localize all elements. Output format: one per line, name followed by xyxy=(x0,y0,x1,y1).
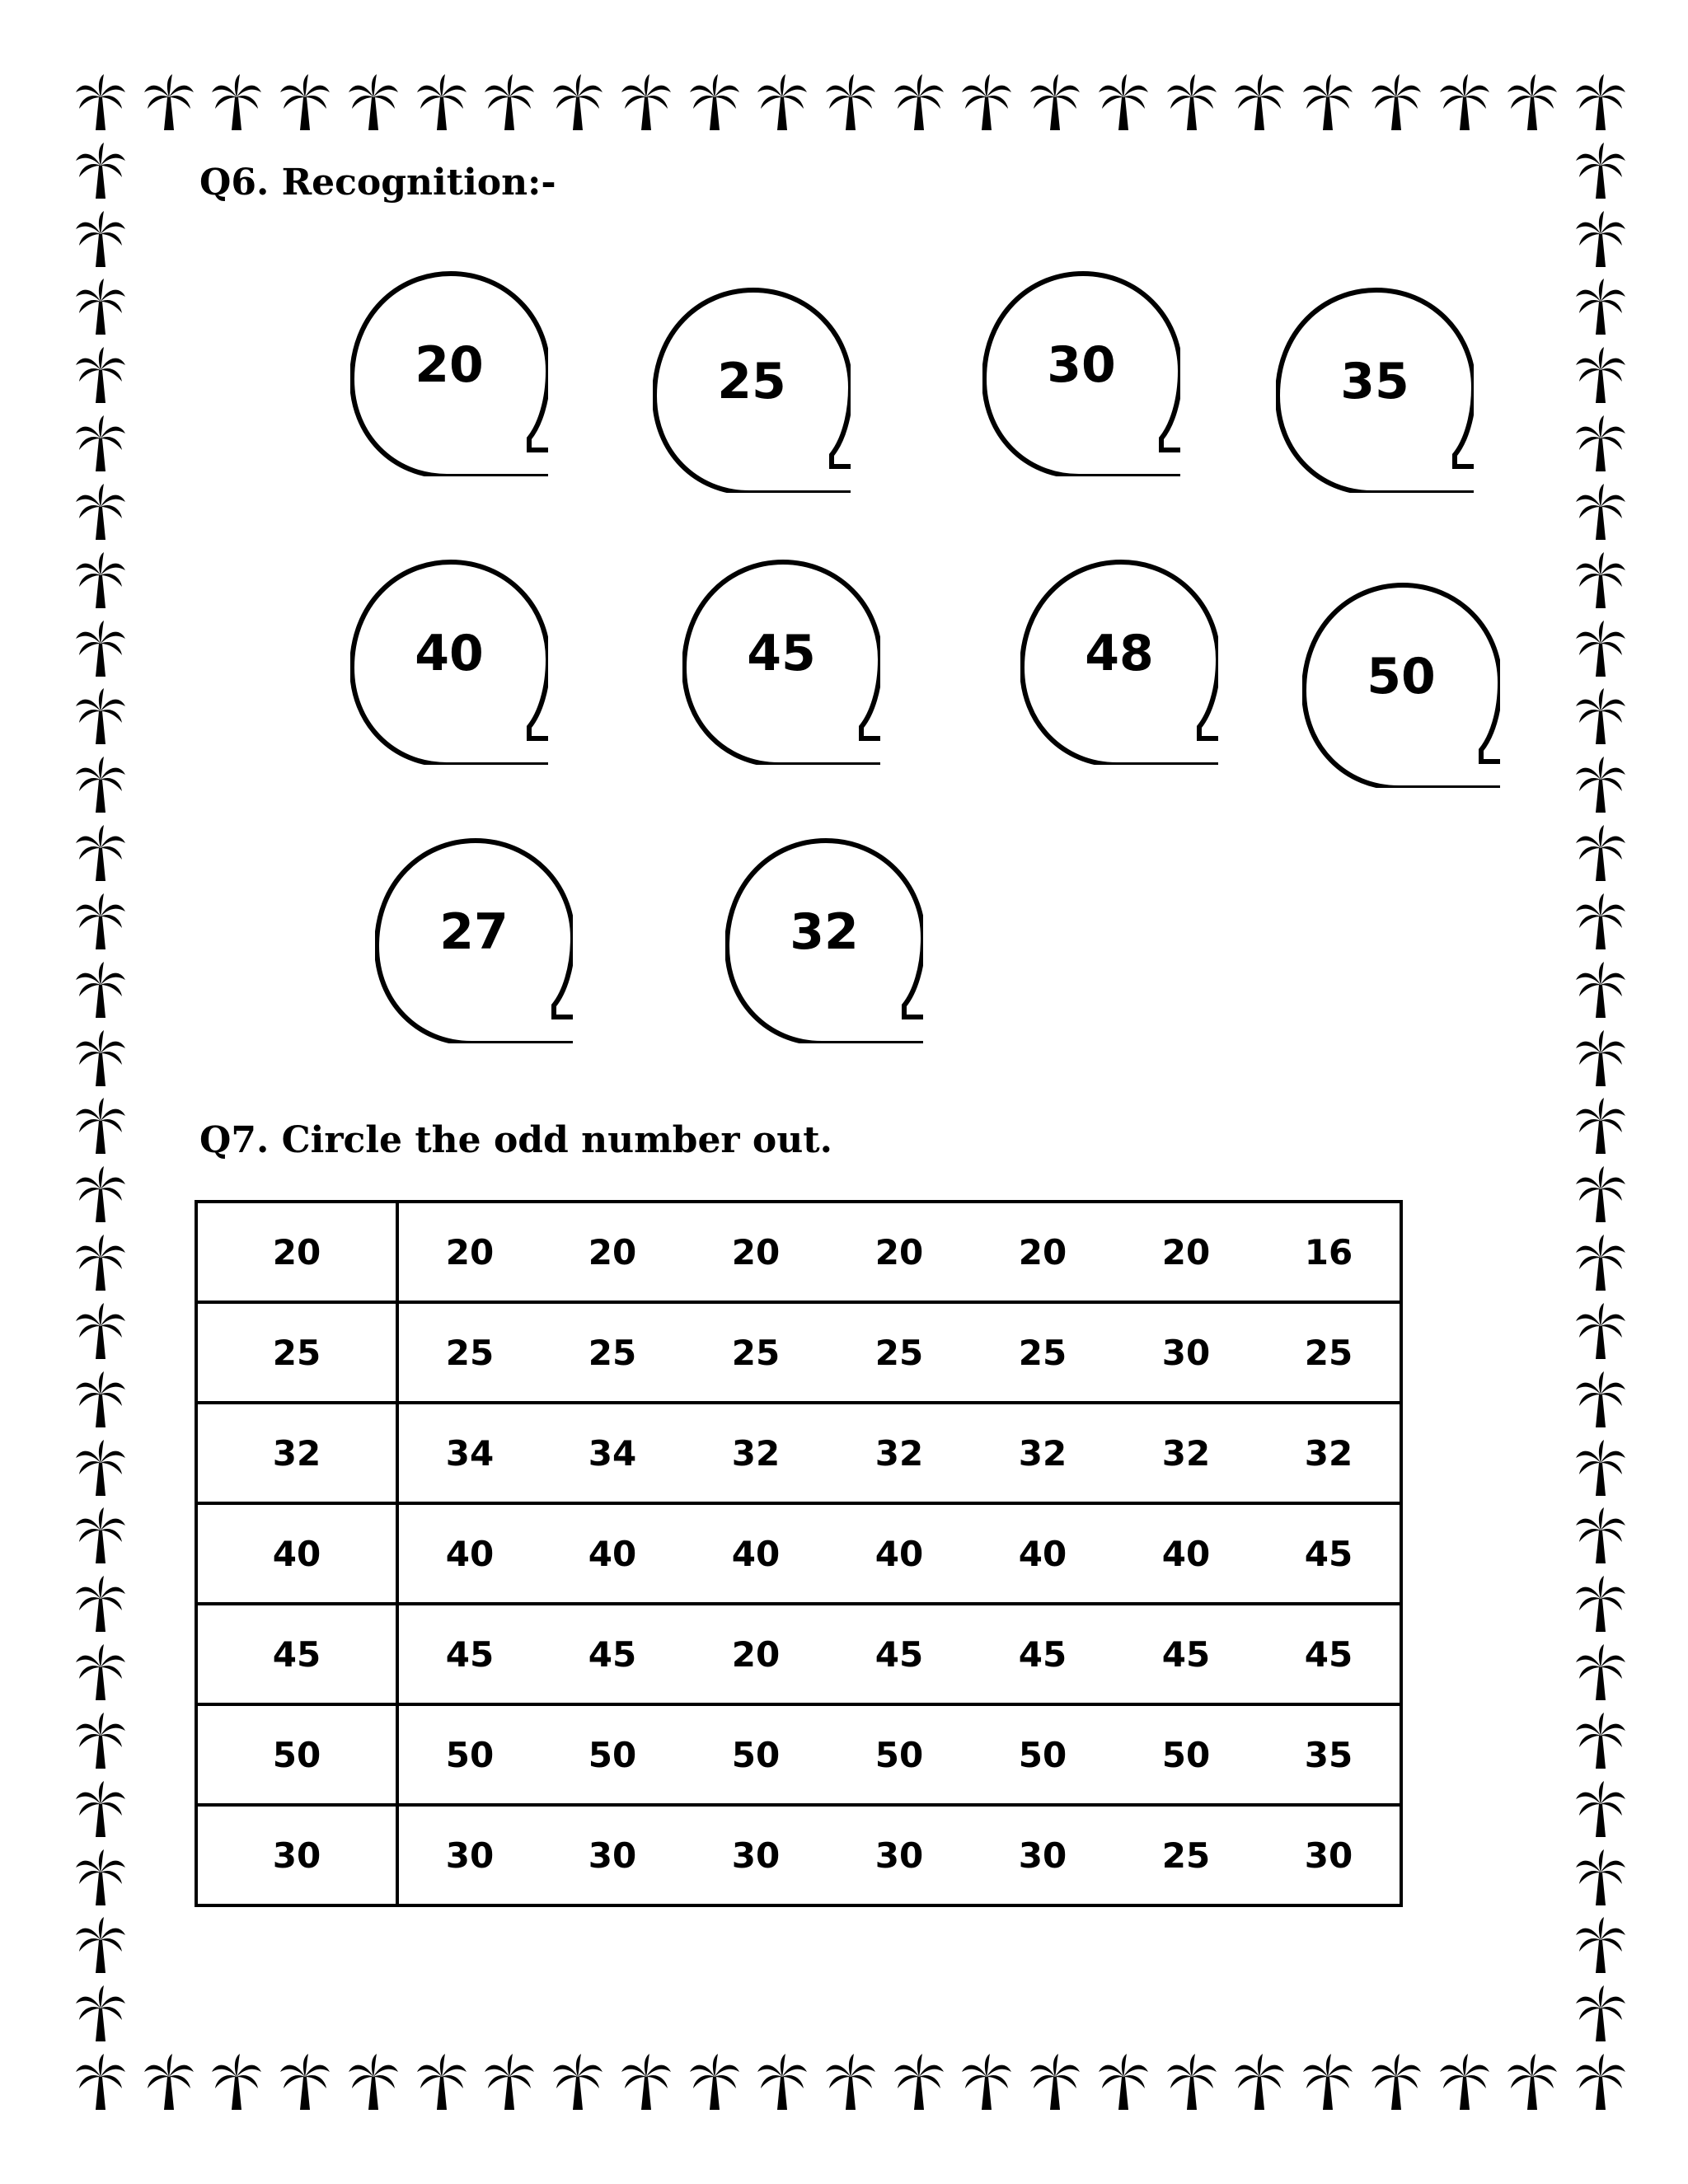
palm-tree-icon xyxy=(210,73,263,132)
palm-tree-icon xyxy=(551,73,604,132)
table-cell[interactable]: 40 xyxy=(1114,1503,1258,1604)
palm-tree-icon xyxy=(1097,2052,1150,2111)
palm-tree-icon xyxy=(1574,345,1627,405)
table-cell[interactable]: 40 xyxy=(684,1503,828,1604)
palm-tree-icon xyxy=(893,2052,945,2111)
palm-tree-icon xyxy=(1574,1506,1627,1565)
palm-tree-icon xyxy=(1574,1643,1627,1702)
table-cell[interactable]: 30 xyxy=(1018,1835,1067,1876)
table-cell[interactable]: 50 xyxy=(541,1704,684,1805)
palm-tree-icon xyxy=(1574,687,1627,746)
palm-tree-icon xyxy=(1233,2052,1286,2111)
palm-tree-icon xyxy=(1574,277,1627,336)
table-cell[interactable]: 32 xyxy=(828,1403,971,1503)
palm-tree-icon xyxy=(74,755,127,814)
number-bubble xyxy=(682,559,880,765)
table-cell[interactable]: 45 xyxy=(1114,1604,1258,1704)
bubble-number: 48 xyxy=(1085,625,1154,682)
table-cell[interactable]: 20 xyxy=(684,1604,828,1704)
palm-tree-icon xyxy=(347,2052,400,2111)
table-cell[interactable]: 20 xyxy=(397,1202,541,1302)
question-6-title: Q6. Recognition:- xyxy=(199,162,556,204)
palm-tree-icon xyxy=(1574,1779,1627,1839)
table-cell[interactable]: 34 xyxy=(397,1403,541,1503)
palm-tree-icon xyxy=(347,73,400,132)
bubble-number: 40 xyxy=(415,625,484,682)
bubble-number: 50 xyxy=(1367,648,1436,705)
palm-tree-icon xyxy=(74,141,127,200)
palm-tree-icon xyxy=(74,345,127,405)
palm-tree-icon xyxy=(1370,73,1423,132)
table-cell[interactable]: 32 xyxy=(1258,1403,1401,1503)
table-cell[interactable]: 20 xyxy=(1114,1202,1258,1302)
number-bubble xyxy=(1020,559,1218,765)
palm-tree-icon xyxy=(1506,2052,1559,2111)
table-cell[interactable]: 25 xyxy=(1161,1835,1211,1876)
bubble-number: 27 xyxy=(439,903,509,961)
palm-tree-icon xyxy=(74,1711,127,1770)
bubble-number: 45 xyxy=(747,625,816,682)
palm-tree-icon xyxy=(1574,73,1627,132)
palm-tree-icon xyxy=(688,73,741,132)
palm-tree-icon xyxy=(1574,1233,1627,1292)
palm-tree-icon xyxy=(1574,1165,1627,1224)
table-cell[interactable]: 30 xyxy=(874,1835,924,1876)
palm-tree-icon xyxy=(1233,73,1286,132)
question-7-title: Q7. Circle the odd number out. xyxy=(199,1119,832,1161)
palm-tree-icon xyxy=(1574,1029,1627,1088)
table-cell[interactable]: 32 xyxy=(971,1403,1114,1503)
table-cell[interactable]: 50 xyxy=(1114,1704,1258,1805)
palm-tree-icon xyxy=(1301,2052,1354,2111)
table-cell[interactable]: 30 xyxy=(1304,1835,1353,1876)
palm-tree-icon xyxy=(1574,141,1627,200)
table-cell[interactable]: 45 xyxy=(1258,1503,1401,1604)
palm-tree-icon xyxy=(1574,551,1627,610)
number-bubble xyxy=(725,837,923,1043)
palm-tree-icon xyxy=(1574,960,1627,1019)
table-cell[interactable]: 45 xyxy=(541,1604,684,1704)
palm-tree-icon xyxy=(74,619,127,678)
table-cell[interactable]: 30 xyxy=(445,1835,495,1876)
table-cell[interactable]: 45 xyxy=(971,1604,1114,1704)
palm-tree-icon xyxy=(74,1438,127,1497)
palm-tree-icon xyxy=(1301,73,1354,132)
table-row xyxy=(196,1202,1401,1302)
table-cell[interactable]: 25 xyxy=(1258,1302,1401,1403)
bubble-number: 20 xyxy=(415,336,484,394)
number-bubble xyxy=(982,270,1180,476)
odd-number-table xyxy=(195,1200,1403,1907)
palm-tree-icon xyxy=(74,1848,127,1907)
palm-tree-icon xyxy=(1029,2052,1081,2111)
palm-tree-icon xyxy=(960,73,1013,132)
palm-tree-icon xyxy=(74,1574,127,1633)
palm-tree-icon xyxy=(1574,2052,1627,2111)
table-cell[interactable]: 30 xyxy=(1114,1302,1258,1403)
number-bubble xyxy=(350,270,548,476)
table-cell[interactable]: 25 xyxy=(971,1302,1114,1403)
table-cell[interactable]: 20 xyxy=(684,1202,828,1302)
number-bubble xyxy=(350,559,548,765)
palm-tree-icon xyxy=(1574,1915,1627,1975)
table-row xyxy=(196,1503,1401,1604)
table-cell[interactable]: 45 xyxy=(828,1604,971,1704)
table-cell[interactable]: 20 xyxy=(196,1202,397,1302)
table-cell[interactable]: 30 xyxy=(588,1835,637,1876)
palm-tree-icon xyxy=(1574,619,1627,678)
palm-tree-icon xyxy=(74,551,127,610)
palm-tree-icon xyxy=(74,482,127,541)
table-cell[interactable]: 35 xyxy=(1258,1704,1401,1805)
table-cell[interactable]: 25 xyxy=(397,1302,541,1403)
palm-tree-icon xyxy=(1574,823,1627,883)
table-cell[interactable]: 25 xyxy=(541,1302,684,1403)
table-cell[interactable]: 20 xyxy=(828,1202,971,1302)
palm-tree-icon xyxy=(74,1915,127,1975)
palm-tree-icon xyxy=(1574,1370,1627,1429)
palm-tree-icon xyxy=(74,1301,127,1361)
palm-tree-icon xyxy=(415,2052,468,2111)
palm-tree-icon xyxy=(483,2052,536,2111)
palm-tree-icon xyxy=(1574,1301,1627,1361)
palm-tree-icon xyxy=(1574,1711,1627,1770)
table-cell[interactable]: 40 xyxy=(397,1503,541,1604)
table-cell[interactable]: 30 xyxy=(196,1805,397,1905)
number-bubble xyxy=(375,837,573,1043)
table-cell[interactable]: 45 xyxy=(196,1604,397,1704)
palm-tree-icon xyxy=(1097,73,1150,132)
table-cell[interactable]: 40 xyxy=(828,1503,971,1604)
bubble-number: 25 xyxy=(717,353,786,410)
palm-tree-icon xyxy=(1574,414,1627,473)
palm-tree-icon xyxy=(1574,1984,1627,2043)
table-cell[interactable]: 50 xyxy=(196,1704,397,1805)
palm-tree-icon xyxy=(143,73,195,132)
palm-tree-icon xyxy=(74,414,127,473)
palm-tree-icon xyxy=(74,1096,127,1155)
bubble-number: 32 xyxy=(790,903,859,961)
table-cell[interactable]: 50 xyxy=(397,1704,541,1805)
palm-tree-icon xyxy=(893,73,945,132)
palm-tree-icon xyxy=(74,960,127,1019)
palm-tree-icon xyxy=(74,277,127,336)
palm-tree-icon xyxy=(688,2052,741,2111)
number-bubble xyxy=(1302,582,1500,788)
table-cell[interactable]: 32 xyxy=(1114,1403,1258,1503)
number-bubble xyxy=(1276,287,1474,493)
table-cell[interactable]: 25 xyxy=(828,1302,971,1403)
table-row xyxy=(196,1704,1401,1805)
table-cell[interactable]: 20 xyxy=(971,1202,1114,1302)
palm-tree-icon xyxy=(74,1370,127,1429)
palm-tree-icon xyxy=(620,73,673,132)
palm-tree-icon xyxy=(1574,1096,1627,1155)
palm-tree-icon xyxy=(1574,1574,1627,1633)
table-cell[interactable]: 34 xyxy=(541,1403,684,1503)
table-cell[interactable]: 32 xyxy=(684,1403,828,1503)
palm-tree-icon xyxy=(1438,73,1491,132)
table-cell[interactable]: 25 xyxy=(684,1302,828,1403)
palm-tree-icon xyxy=(74,1643,127,1702)
palm-tree-icon xyxy=(74,1165,127,1224)
table-row xyxy=(196,1805,1401,1905)
palm-tree-icon xyxy=(824,73,877,132)
palm-tree-icon xyxy=(74,892,127,951)
palm-tree-icon xyxy=(483,73,536,132)
palm-tree-icon xyxy=(1506,73,1559,132)
table-cell[interactable]: 40 xyxy=(196,1503,397,1604)
palm-tree-icon xyxy=(210,2052,263,2111)
palm-tree-icon xyxy=(1370,2052,1423,2111)
table-cell[interactable]: 50 xyxy=(971,1704,1114,1805)
palm-tree-icon xyxy=(1574,755,1627,814)
palm-tree-icon xyxy=(824,2052,877,2111)
palm-tree-icon xyxy=(1574,1848,1627,1907)
palm-tree-icon xyxy=(1165,2052,1218,2111)
table-cell[interactable]: 40 xyxy=(971,1503,1114,1604)
table-cell[interactable]: 50 xyxy=(684,1704,828,1805)
palm-tree-icon xyxy=(960,2052,1013,2111)
palm-tree-icon xyxy=(551,2052,604,2111)
palm-tree-icon xyxy=(74,823,127,883)
palm-tree-icon xyxy=(1574,892,1627,951)
palm-tree-icon xyxy=(74,687,127,746)
palm-tree-icon xyxy=(279,73,331,132)
palm-tree-icon xyxy=(415,73,468,132)
palm-tree-icon xyxy=(279,2052,331,2111)
table-cell[interactable]: 32 xyxy=(196,1403,397,1503)
bubble-number: 35 xyxy=(1340,353,1409,410)
number-bubble xyxy=(653,287,851,493)
palm-tree-icon xyxy=(1574,209,1627,269)
palm-tree-icon xyxy=(143,2052,195,2111)
palm-tree-icon xyxy=(74,1029,127,1088)
palm-tree-icon xyxy=(74,1506,127,1565)
palm-tree-icon xyxy=(620,2052,673,2111)
palm-tree-icon xyxy=(74,209,127,269)
palm-tree-icon xyxy=(756,2052,809,2111)
table-row xyxy=(196,1302,1401,1403)
palm-tree-icon xyxy=(74,1779,127,1839)
table-row xyxy=(196,1403,1401,1503)
table-row xyxy=(196,1604,1401,1704)
table-cell[interactable]: 16 xyxy=(1258,1202,1401,1302)
table-cell[interactable]: 50 xyxy=(828,1704,971,1805)
palm-tree-icon xyxy=(74,2052,127,2111)
palm-tree-icon xyxy=(1574,482,1627,541)
palm-tree-icon xyxy=(1574,1438,1627,1497)
table-cell[interactable]: 20 xyxy=(541,1202,684,1302)
palm-tree-icon xyxy=(74,1233,127,1292)
table-cell[interactable]: 45 xyxy=(397,1604,541,1704)
table-cell[interactable]: 25 xyxy=(196,1302,397,1403)
table-cell[interactable]: 30 xyxy=(731,1835,781,1876)
palm-tree-icon xyxy=(74,1984,127,2043)
table-cell[interactable]: 40 xyxy=(541,1503,684,1604)
palm-tree-icon xyxy=(1438,2052,1491,2111)
table-cell[interactable]: 45 xyxy=(1258,1604,1401,1704)
palm-tree-icon xyxy=(756,73,809,132)
palm-tree-icon xyxy=(1029,73,1081,132)
palm-tree-icon xyxy=(74,73,127,132)
bubble-number: 30 xyxy=(1047,336,1116,394)
palm-tree-icon xyxy=(1165,73,1218,132)
